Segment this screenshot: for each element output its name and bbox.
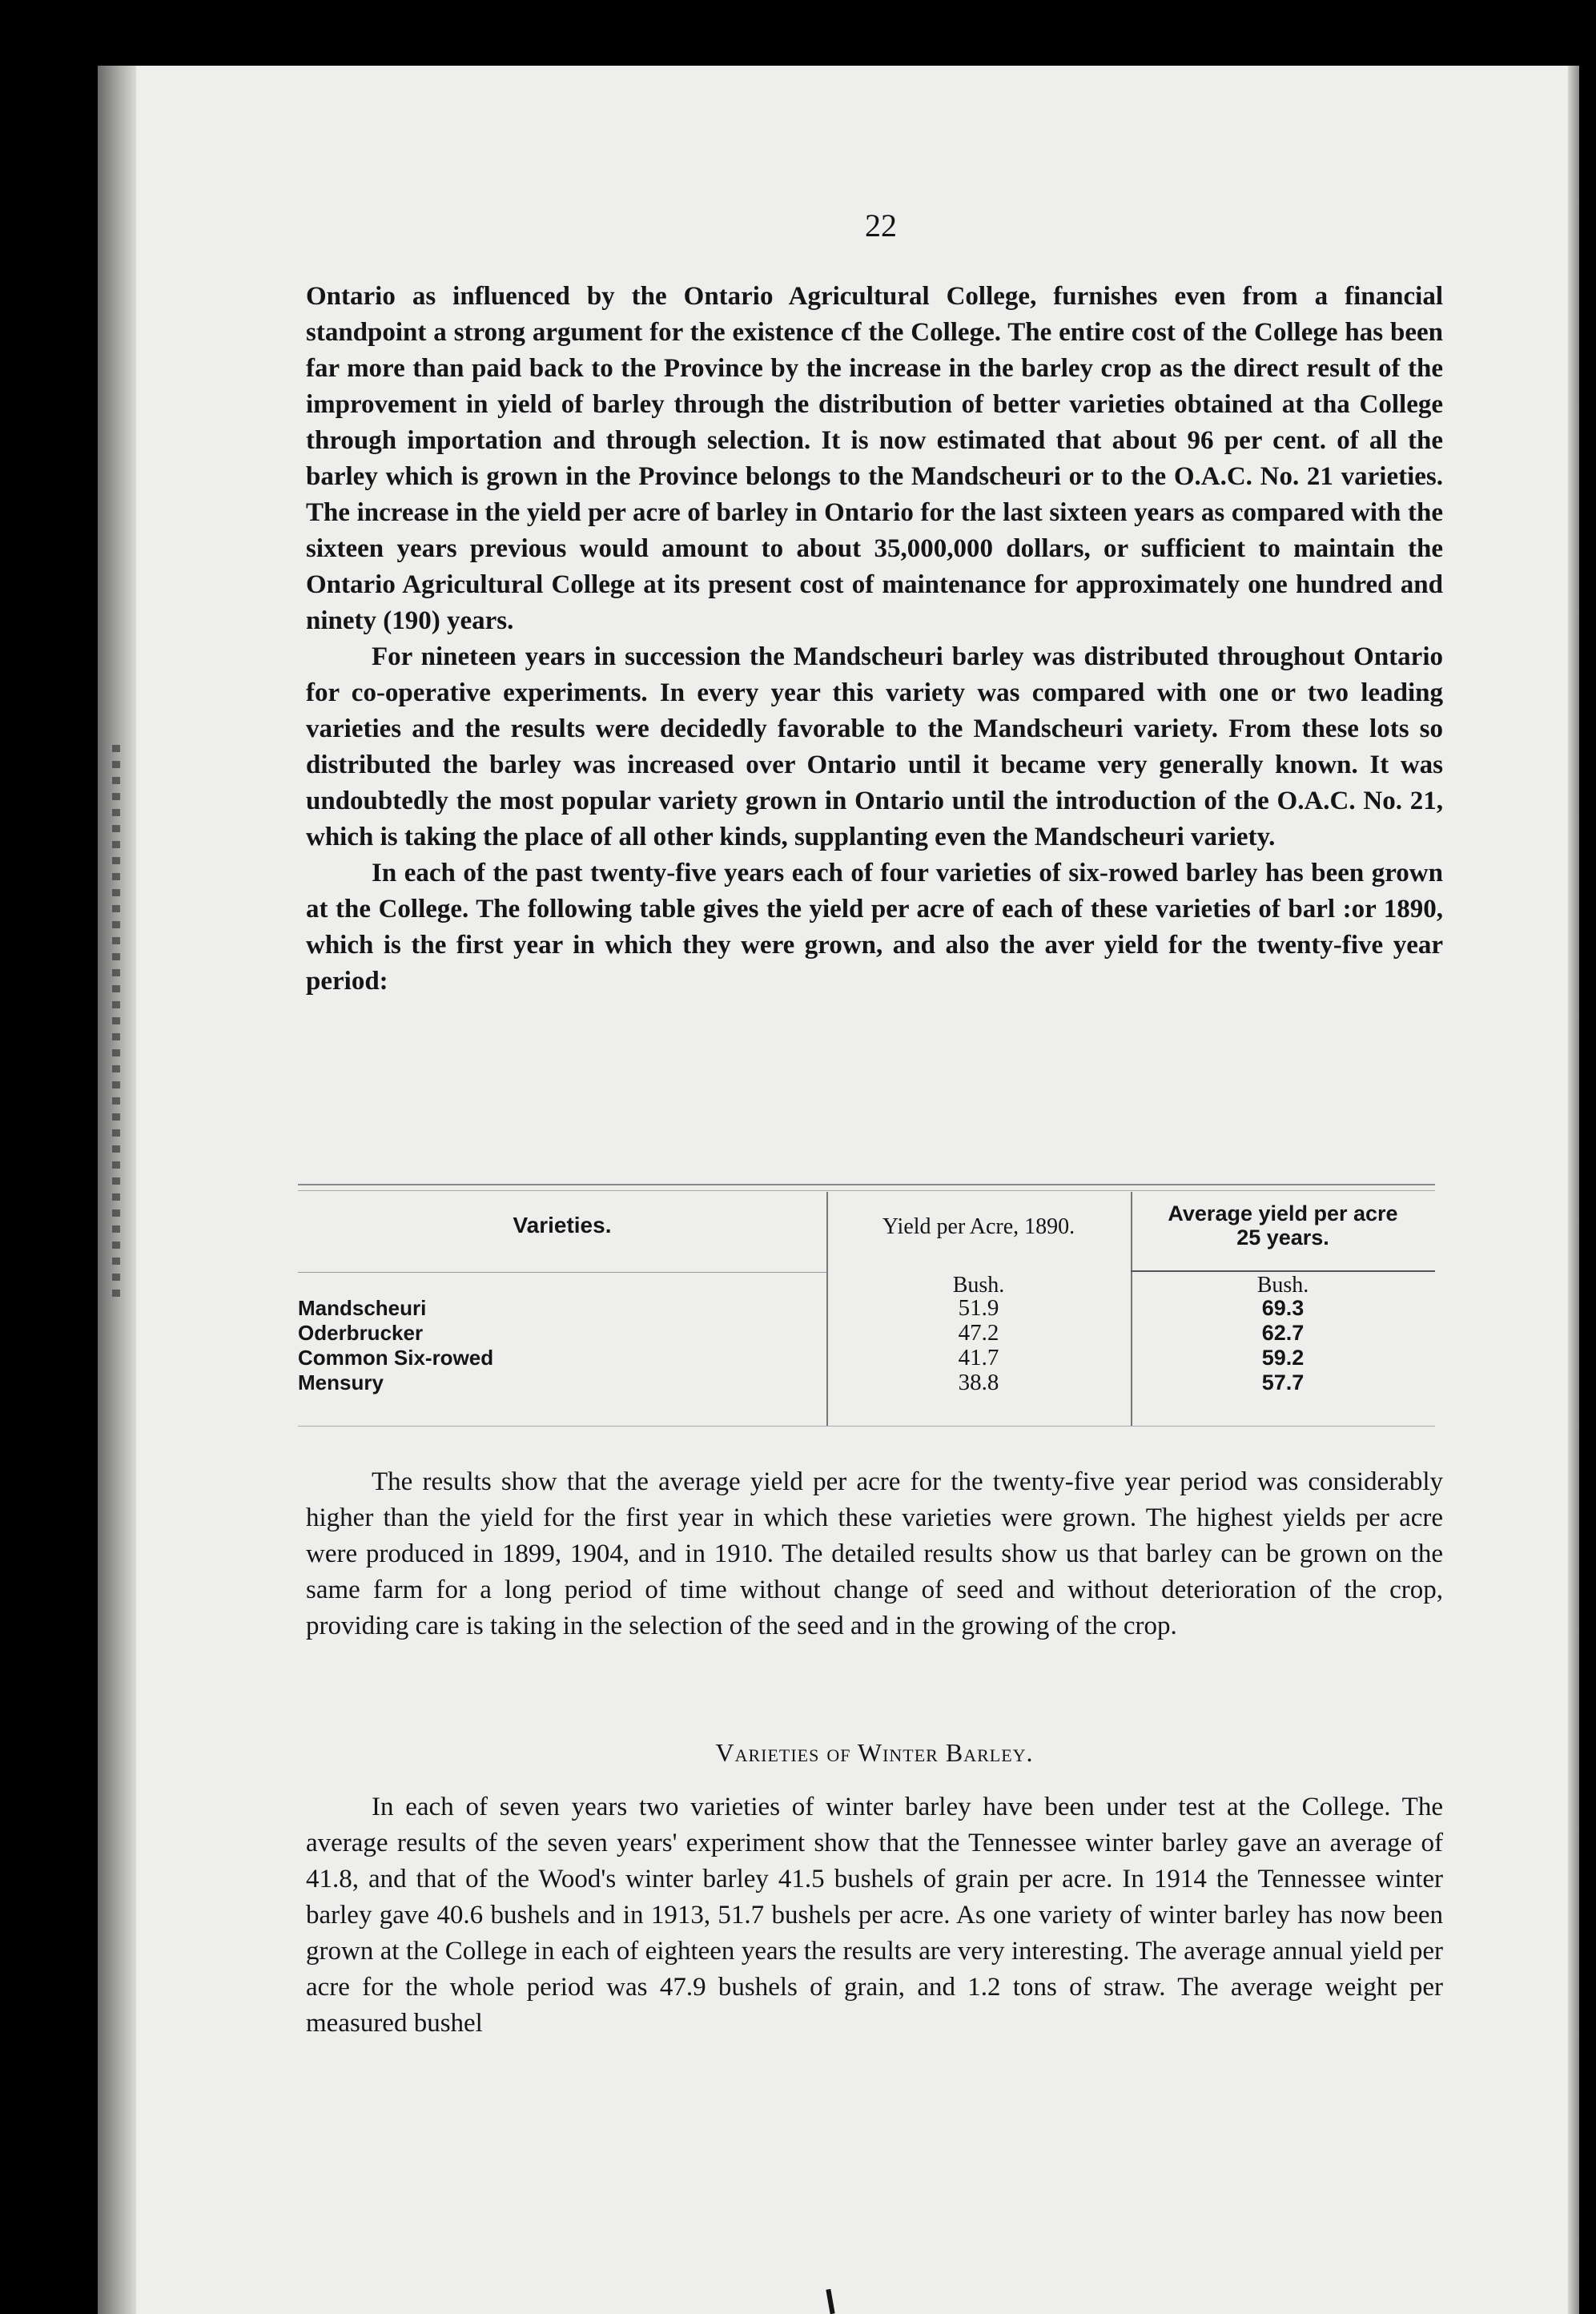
table-top-rule — [298, 1184, 1435, 1185]
binding-marks — [112, 745, 120, 1306]
header-average-line2: 25 years. — [1236, 1225, 1329, 1250]
intro-text — [306, 279, 1443, 1000]
table-bottom-rule — [298, 1426, 1435, 1427]
average-header-rule — [1131, 1270, 1435, 1272]
yield-1890-value: 41.7 — [958, 1345, 999, 1370]
yield-1890-value: 38.8 — [958, 1370, 999, 1395]
yield-1890-value: 51.9 — [958, 1295, 999, 1321]
header-average-yield — [1131, 1201, 1435, 1250]
paragraph-mandscheuri: For nineteen years in succession the Mandscheuri barley was distributed throughout Ontario for co-operative experiments. In every year this variety was compared with one or two leading varieties and the results were decidedly favorable to the Mandscheuri variety. From these lots so distributed the barley was increased over Ontario until it became very generally known. It was undoubtedly the most popular variety grown in Ontario until the introduction of the O.A.C. No. 21, which is taking the place of all other kinds, supplanting even the Mandscheuri variety. — [306, 642, 1443, 851]
variety-name: Oderbrucker . . . — [298, 1321, 826, 1346]
paragraph-college-benefit: Ontario as influenced by the Ontario Agricultural College, furnishes even from a financial standpoint a strong argument for the existence cf the College. The entire cost of the College has been far more than paid back to the Province by the increase in the barley crop as the direct result of the improvement in yield of barley through the distribution of better varieties obtained at tha College through importation and through selection. It is now estimated that about 96 per cent. of all the barley which is grown in the Province belongs to the Mandscheuri or to the O.A.C. No. 21 varieties. The increase in the yield per acre of barley in Ontario for the last sixteen years as compared with the sixteen years previous would amount to about 35,000,000 dollars, or sufficient to maintain the Ontario Agricultural College at its present cost of maintenance for approximately one hundred and ninety (190) years. — [306, 282, 1443, 635]
header-rule — [298, 1272, 826, 1273]
variety-name: Common Six-rowed . . . — [298, 1346, 826, 1370]
results-text — [306, 1464, 1443, 1644]
average-yield-value: 62.7 — [1261, 1321, 1305, 1345]
average-yield-value: 59.2 — [1261, 1346, 1305, 1370]
paragraph-results: The results show that the average yield per acre for the twenty-five year period was considerably higher than the yield for the first year in which these varieties were grown. The highest yields per acre were produced in 1899, 1904, and in 1910. The detailed results show us that barley can be grown on the same farm for a long period of time without change of seed and without deterioration of the crop, providing care is taking in the selection of the seed and in the growing of the crop. — [306, 1467, 1443, 1640]
page-number: 22 — [865, 207, 897, 243]
section-heading-winter-barley: Varieties of Winter Barley. — [715, 1738, 1034, 1767]
header-varieties: Varieties. — [513, 1213, 612, 1237]
average-yield-value: 57.7 — [1261, 1370, 1305, 1394]
table-body — [298, 1296, 1435, 1395]
table-top-rule-inner — [298, 1190, 1435, 1191]
paragraph-table-intro: In each of the past twenty-five years each of four varieties of six-rowed barley has been grown at the College. The following table gives the yield per acre of each of these varieties of barl :or 1890, which is the first year in which they were grown, and also the aver yield for the twenty-five year period: — [306, 859, 1443, 996]
header-yield-1890: Yield per Acre, 1890. — [882, 1214, 1075, 1239]
table-row — [298, 1321, 1435, 1346]
yield-table — [298, 1184, 1435, 1434]
table-row — [298, 1370, 1435, 1395]
winter-barley-text — [306, 1789, 1443, 2042]
paragraph-winter-barley: In each of seven years two varieties of winter barley have been under test at the College. The average results of the seven years' experiment show that the Tennessee winter barley gave an average of 41.8, and that of the Wood's winter barley 41.5 bushels of grain per acre. In 1914 the Tennessee winter barley gave 40.6 bushels and in 1913, 51.7 bushels per acre. As one variety of winter barley has now been grown at the College in each of eighteen years the results are very interesting. The average annual yield per acre for the whole period was 47.9 bushels of grain, and 1.2 tons of straw. The average weight per measured bushel — [306, 1793, 1443, 2038]
table-row — [298, 1296, 1435, 1321]
table-row — [298, 1346, 1435, 1370]
average-yield-value: 69.3 — [1261, 1296, 1305, 1320]
header-average-line1: Average yield per acre — [1168, 1201, 1398, 1225]
page-right-edge — [1568, 66, 1579, 2314]
unit-average: Bush. — [1256, 1273, 1309, 1298]
variety-name: Mensury . . . — [298, 1370, 826, 1395]
yield-1890-value: 47.2 — [958, 1320, 999, 1346]
unit-1890: Bush. — [952, 1273, 1005, 1298]
variety-name: Mandscheuri . . . — [298, 1296, 826, 1321]
